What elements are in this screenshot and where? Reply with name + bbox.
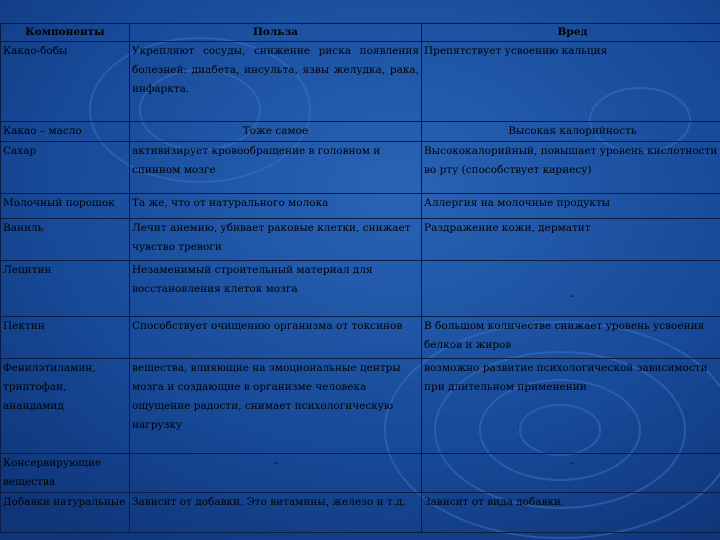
benefit-cell: вещества, влияющие на эмоциональные центры мозга и создающие в организме человека ощущение радости, снимает психологическую нагрузку xyxy=(130,359,422,454)
benefit-cell: Лечит анемию, убивает раковые клетки, снижает чувство тревоги xyxy=(130,219,422,261)
table-header-row xyxy=(1,24,720,42)
table-row xyxy=(1,454,720,493)
benefit-cell: Незаменимый строительный материал для восстановления клеток мозга xyxy=(130,261,422,317)
component-cell: Ваниль xyxy=(1,219,130,261)
benefit-cell: активизирует кровообращение в головном и спинном мозге xyxy=(130,142,422,194)
table-row xyxy=(1,359,720,454)
component-cell: Сахар xyxy=(1,142,130,194)
benefit-cell: - xyxy=(130,454,422,493)
component-cell: Молочный порошок xyxy=(1,194,130,219)
harm-cell: Препятствует усвоению кальция xyxy=(422,42,720,122)
header-harm: Вред xyxy=(422,24,720,42)
harm-cell: Раздражение кожи, дерматит xyxy=(422,219,720,261)
table-row xyxy=(1,194,720,219)
table-row xyxy=(1,142,720,194)
harm-cell xyxy=(422,261,720,317)
component-cell: Добавки натуральные xyxy=(1,493,130,533)
benefit-cell: Зависит от добавки. Это витамины, железо и т.д. xyxy=(130,493,422,533)
component-cell: Консервирующие вещества xyxy=(1,454,130,493)
harm-cell: Зависит от вида добавки. xyxy=(422,493,720,533)
harm-cell: В большом количестве снижает уровень усвоения белков и жиров xyxy=(422,317,720,359)
benefit-cell: Та же, что от натурального молока xyxy=(130,194,422,219)
harm-cell: Высококалорийный, повышает уровень кислотности во рту (способствует кариесу) xyxy=(422,142,720,194)
header-benefit: Польза xyxy=(130,24,422,42)
benefit-cell: Тоже самое xyxy=(130,122,422,142)
component-cell: Лецитин xyxy=(1,261,130,317)
benefit-cell: Укрепляют сосуды, снижение риска появления болезней: диабета, инсульта, язвы желудка, рака, инфаркта. xyxy=(130,42,422,122)
table-row xyxy=(1,122,720,142)
harm-cell: возможно развитие психологической зависимости при длительном применении xyxy=(422,359,720,454)
harm-cell: Высокая калорийность xyxy=(422,122,720,142)
table-row xyxy=(1,219,720,261)
component-cell: Пектин xyxy=(1,317,130,359)
table-row xyxy=(1,493,720,533)
harm-cell: - xyxy=(422,454,720,493)
harm-dash: - xyxy=(570,290,575,302)
harm-cell: Аллергия на молочные продукты xyxy=(422,194,720,219)
table-row xyxy=(1,317,720,359)
header-components: Компоненты xyxy=(1,24,130,42)
chocolate-components-table xyxy=(0,23,720,533)
benefit-cell: Способствует очищению организма от токсинов xyxy=(130,317,422,359)
table-row xyxy=(1,42,720,122)
table-row xyxy=(1,261,720,317)
component-cell: Какао – масло xyxy=(1,122,130,142)
component-cell: Какао-бобы xyxy=(1,42,130,122)
component-cell: Фенилэтиламин, триптофан, анандамид xyxy=(1,359,130,454)
